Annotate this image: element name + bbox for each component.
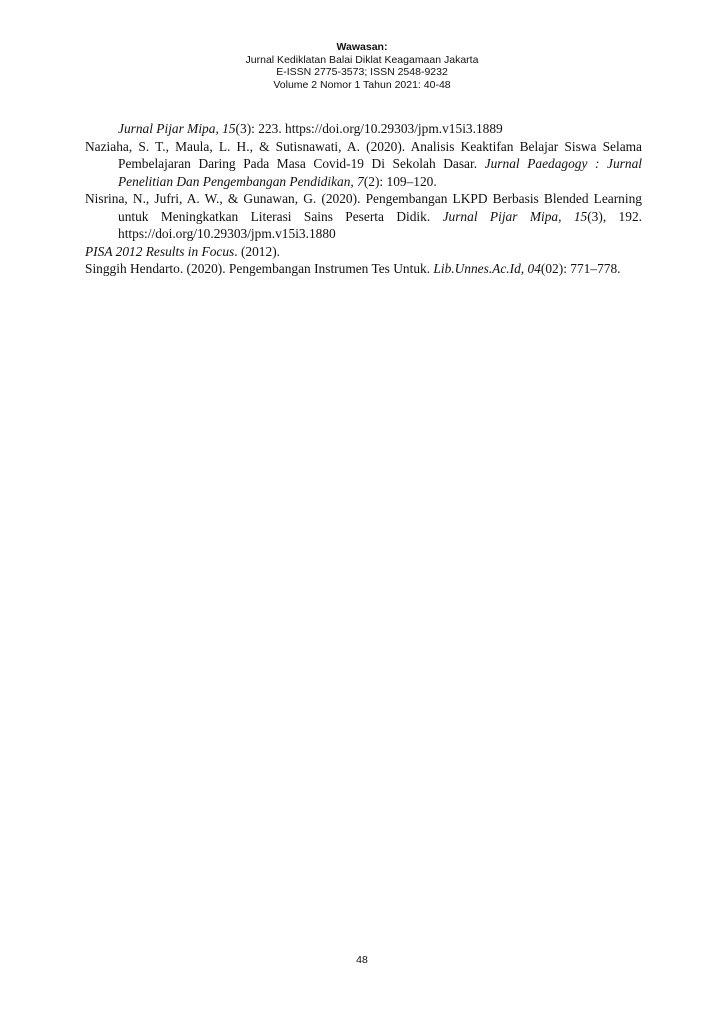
reference-detail: . (2012). bbox=[234, 243, 281, 259]
reference-text: Singgih Hendarto. (2020). Pengembangan Instrumen Tes Untuk. bbox=[85, 261, 434, 276]
journal-name: Wawasan: bbox=[336, 41, 388, 53]
reference-nisrina bbox=[85, 190, 642, 243]
page-number: 48 bbox=[356, 954, 368, 966]
reference-journal: Jurnal Paedagogy : Jurnal Penelitian Dan Pengembangan Pendidikan, 7 bbox=[118, 156, 643, 189]
reference-journal: Jurnal Pijar Mipa, 15 bbox=[118, 121, 236, 136]
journal-issn: E-ISSN 2775-3573; ISSN 2548-9232 bbox=[276, 66, 448, 78]
journal-volume: Volume 2 Nomor 1 Tahun 2021: 40-48 bbox=[273, 78, 451, 91]
reference-list bbox=[85, 120, 642, 278]
reference-text: Nisrina, N., Jufri, A. W., & Gunawan, G. (2020). Pengembangan LKPD Berbasis Blended Learning untuk Meningkatkan Literasi Sains Peserta Didik. bbox=[85, 191, 642, 224]
reference-pisa bbox=[85, 243, 642, 261]
reference-text: Naziaha, S. T., Maula, L. H., & Sutisnawati, A. (2020). Analisis Keaktifan Belajar Siswa Selama Pembelajaran Daring Pada Masa Covid-19 Di Sekolah Dasar. bbox=[85, 138, 642, 171]
journal-header bbox=[0, 41, 724, 91]
reference-singgih bbox=[85, 260, 642, 278]
reference-detail: (02): 771–778. bbox=[540, 261, 621, 276]
reference-continuation bbox=[85, 120, 642, 138]
reference-detail: (2): 109–120. bbox=[363, 173, 437, 189]
reference-detail: (3): 223. https://doi.org/10.29303/jpm.v15i3.1889 bbox=[235, 121, 503, 136]
reference-title: PISA 2012 Results in Focus bbox=[85, 243, 235, 259]
reference-detail: (3), 192. https://doi.org/10.29303/jpm.v15i3.1880 bbox=[118, 208, 642, 241]
reference-naziaha bbox=[85, 138, 642, 191]
journal-subtitle: Jurnal Kediklatan Balai Diklat Keagamaan Jakarta bbox=[245, 53, 479, 66]
reference-journal: Jurnal Pijar Mipa, 15 bbox=[442, 208, 588, 224]
reference-journal: Lib.Unnes.Ac.Id, 04 bbox=[433, 261, 541, 276]
